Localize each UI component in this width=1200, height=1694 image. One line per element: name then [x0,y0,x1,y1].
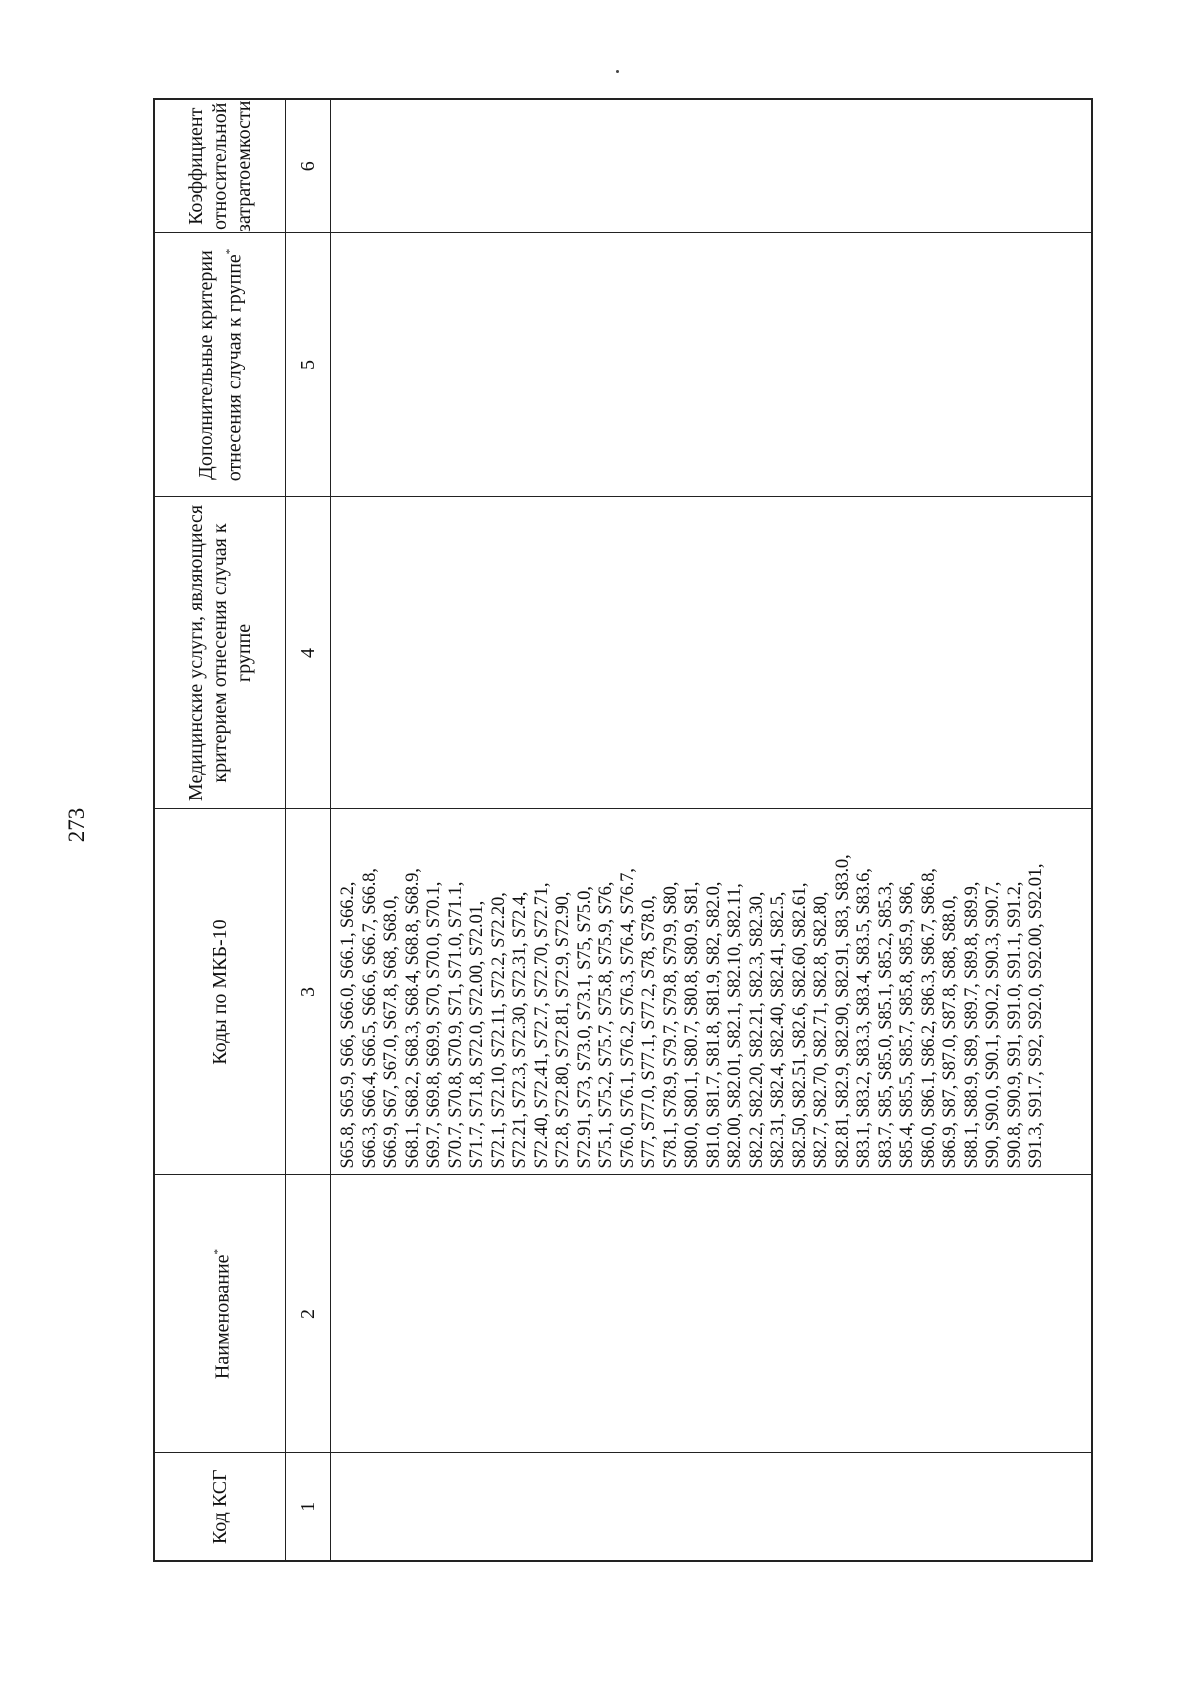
column-header-ksg-code: Код КСГ [154,1453,286,1561]
icd-codes-line: S66.3, S66.4, S66.5, S66.6, S66.7, S66.8, [358,868,380,1169]
icd-codes-line: S72.21, S72.3, S72.30, S72.31, S72.4, [509,891,530,1169]
icd-codes-line: S90, S90.0, S90.1, S90.2, S90.3, S90.7, [982,881,1003,1169]
additional-criteria-cell [331,233,1093,497]
icd-codes-line: S75.1, S75.2, S75.7, S75.8, S75.9, S76, [595,881,616,1169]
icd-codes-line: S82.31, S82.4, S82.40, S82.41, S82.5, [767,891,788,1169]
icd-codes-line: S83.7, S85, S85.0, S85.1, S85.2, S85.3, [874,881,896,1169]
icd-codes-line: S85.4, S85.5, S85.7, S85.8, S85.9, S86, [896,881,917,1169]
icd-codes-line: S78.1, S78.9, S79.7, S79.8, S79.9, S80, [659,881,681,1169]
header-row [154,99,286,1561]
icd-codes-line: S91.3, S91.7, S92, S92.0, S92.00, S92.01, [1025,863,1046,1169]
icd-codes-line: S72.1, S72.10, S72.11, S72.2, S72.20, [487,892,509,1169]
footnote-mark: * [211,1248,224,1255]
column-header-additional-criteria [154,233,286,497]
column-number: 6 [286,99,331,233]
name-cell [331,1175,1093,1453]
icd-codes-line: S72.8, S72.80, S72.81, S72.9, S72.90, [552,891,573,1169]
column-header-medical-services: Медицинские услуги, являющиеся критерием отнесения случая к группе [154,497,286,809]
table-row [331,99,1093,1561]
icd-codes-line: S66.9, S67, S67.0, S67.8, S68, S68.0, [380,895,401,1169]
icd-codes-line: S70.7, S70.8, S70.9, S71, S71.0, S71.1, [444,881,466,1169]
column-header-name [154,1175,286,1453]
column-header-name-text: Наименование [211,1254,234,1380]
icd-codes-line: S86.9, S87, S87.0, S87.8, S88, S88.0, [939,895,960,1169]
ksg-table [153,98,1093,1562]
column-number: 2 [286,1175,331,1453]
column-number-row [286,99,331,1561]
icd-codes-line: S90.8, S90.9, S91, S91.0, S91.1, S91.2, [1003,881,1025,1169]
icd-codes-line: S77, S77.0, S77.1, S77.2, S78, S78.0, [638,895,659,1169]
column-number: 3 [286,809,331,1175]
icd-codes-line: S71.7, S71.8, S72.0, S72.00, S72.01, [466,900,487,1169]
icd-codes-line: S65.8, S65.9, S66, S66.0, S66.1, S66.2, [337,881,358,1169]
column-header-additional-criteria-text: Дополнительные критерии отнесения случая к группе [194,250,246,482]
icd-codes-line: S82.7, S82.70, S82.71, S82.8, S82.80, [810,891,831,1169]
column-number: 1 [286,1453,331,1561]
icd-codes-line: S81.0, S81.7, S81.8, S81.9, S82, S82.0, [702,881,724,1169]
icd-codes-line: S82.81, S82.9, S82.90, S82.91, S83, S83.0, [831,854,853,1169]
icd-codes-line: S68.1, S68.2, S68.3, S68.4, S68.8, S68.9, [401,868,423,1169]
icd-codes-line: S88.1, S88.9, S89, S89.7, S89.8, S89.9, [960,881,982,1169]
icd-codes-line: S82.00, S82.01, S82.1, S82.10, S82.11, [724,883,745,1169]
icd-codes-line: S82.2, S82.20, S82.21, S82.3, S82.30, [745,891,767,1169]
page-number: 273 [64,807,89,843]
rotated-table-container [153,100,1093,1562]
column-header-cost-coefficient: Коэффициент относительной затратоемкости [154,99,286,233]
icd-codes-line: S72.91, S73, S73.0, S73.1, S75, S75.0, [573,886,595,1169]
icd-codes-line: S86.0, S86.1, S86.2, S86.3, S86.7, S86.8, [917,868,939,1169]
icd-codes-line: S80.0, S80.1, S80.7, S80.8, S80.9, S81, [681,881,702,1169]
cost-coefficient-cell [331,99,1093,233]
icd-codes-line: S82.50, S82.51, S82.6, S82.60, S82.61, [788,882,810,1169]
column-number: 5 [286,233,331,497]
icd-codes-line: S69.7, S69.8, S69.9, S70, S70.0, S70.1, [423,881,444,1169]
icd-codes-line: S76.0, S76.1, S76.2, S76.3, S76.4, S76.7, [616,868,638,1169]
icd-codes-cell [331,809,1093,1175]
medical-services-cell [331,497,1093,809]
scan-speck [616,70,619,73]
column-number: 4 [286,497,331,809]
icd-codes-line: S72.40, S72.41, S72.7, S72.70, S72.71, [530,882,552,1169]
ksg-code-cell [331,1453,1093,1561]
footnote-mark: * [223,248,236,255]
icd-codes-line: S83.1, S83.2, S83.3, S83.4, S83.5, S83.6, [853,868,874,1169]
column-header-icd-codes: Коды по МКБ-10 [154,809,286,1175]
